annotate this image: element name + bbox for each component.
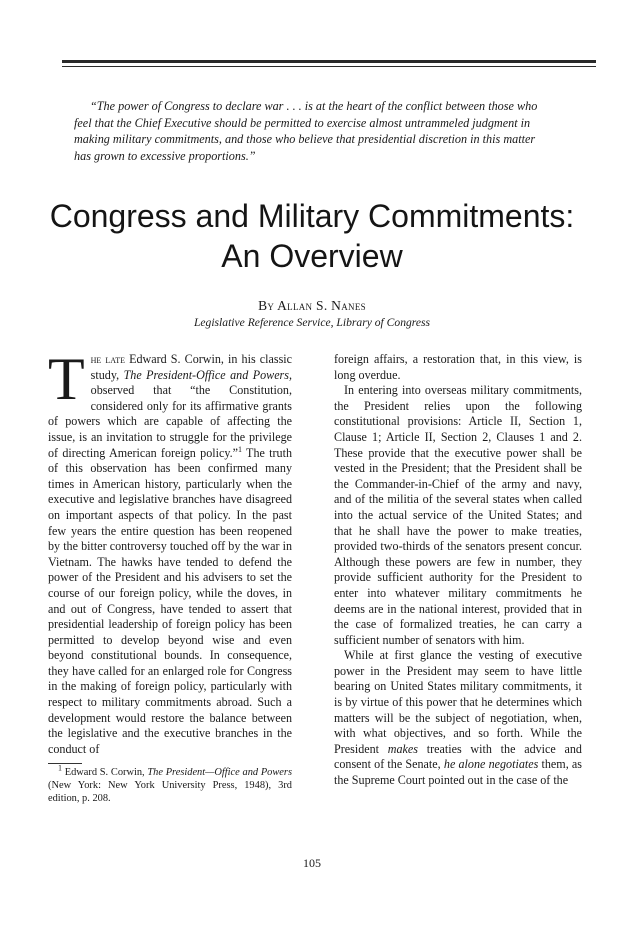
p1-text-a: Edward S. Corwin, in his classic study, bbox=[90, 352, 293, 382]
author-affiliation: Legislative Reference Service, Library of Congress bbox=[193, 316, 431, 329]
title-line-1: Congress and Military Commitments: bbox=[49, 198, 575, 234]
p3-text-c: them, as the Supreme Court pointed out in the case of the bbox=[334, 757, 583, 788]
right-column bbox=[334, 352, 582, 789]
book-title: The President-Office and Powers, bbox=[123, 367, 292, 382]
p1-text-b: observed that “the Constitution, considered only for its affirmative grants of powers which are capable of affecting the issue, is an invitation to struggle for the privilege of directing American foreign policy.” bbox=[48, 383, 292, 460]
author-byline: By Allan S. Nanes bbox=[258, 298, 366, 313]
page-number: 105 bbox=[303, 856, 321, 870]
footnote-rest: (New York: New York University Press, 1948), 3rd edition, p. 208. bbox=[48, 780, 292, 804]
article-title bbox=[0, 196, 624, 276]
footnote-number: 1 bbox=[58, 763, 62, 773]
paragraph-3 bbox=[334, 648, 582, 788]
header-rule-thick bbox=[62, 60, 596, 63]
footnote-ref: 1 bbox=[237, 444, 242, 454]
p3-emph-alone: he alone negotiates bbox=[443, 757, 539, 772]
left-column bbox=[48, 346, 293, 805]
p3-emph-makes: makes bbox=[387, 741, 418, 756]
paragraph-1-continued: foreign affairs, a restoration that, in this view, is long overdue. bbox=[334, 352, 582, 382]
paragraph-1 bbox=[48, 346, 293, 757]
footnote bbox=[48, 763, 292, 805]
header-rule-thin bbox=[62, 66, 596, 67]
p1-text-c: The truth of this observation has been confirmed many times in American history, particularly when the executive and legislative branches have disagreed on important aspects of that policy. In the past few years the entire question has been reopened by the bitter controversy touched off by the war in Vietnam. The hawks have tended to defend the power of the President and his advisers to set the course of our foreign policy, while the doves, in and out of Congress, have tended to assert that presidential leadership of foreign policy has been permitted to develop beyond wise and even beyond constitutional bounds. In consequence, they have called for an enlarged role for Congress in the making of foreign policy, particularly with respect to military commitments abroad. Such a development would restore the balance between the legislative and the executive branches in the conduct of bbox=[48, 445, 292, 756]
footnote-book: The President—Office and Powers bbox=[147, 767, 292, 779]
drop-cap: T bbox=[48, 346, 85, 412]
footnote-rule bbox=[48, 763, 82, 764]
p3-text-a: While at first glance the vesting of executive power in the President may seem to have little bearing on United States military commitments, it is by virtue of this power that he determines which matters will be the subject of negotiation, when, with what objectives, and so forth. While the President bbox=[334, 648, 582, 756]
epigraph-quote: “The power of Congress to declare war . . . is at the heart of the conflict between those who feel that the Chief Executive should be permitted to exercise almost untrammeled judgment in making military commitments, and those who believe that presidential discretion in this matter has grown to excessive proportions.” bbox=[74, 99, 538, 163]
lead-small-caps: he late bbox=[90, 352, 125, 366]
paragraph-2: In entering into overseas military commitments, the President relies upon the following constitutional provisions: Article II, Section 1, Clause 1; Article II, Section 2, Clauses 1 and 2. These provide that the executive power shall be vested in the President; that the President shall be the Commander-in-Chief of the army and navy, and of the militia of the several states when called into the actual service of the United States; and that he shall have the power to make treaties, provided two-thirds of the senators present concur. Although these powers are few in number, they provide sufficient authority for the President to enter into whatever military commitments he deems are in the national interest, provided that in the case of formalized treaties, he can carry a sufficient number of senators with him. bbox=[334, 383, 582, 647]
footnote-author: Edward S. Corwin, bbox=[62, 767, 148, 779]
p3-text-b: treaties with the advice and consent of the Senate, bbox=[334, 741, 582, 772]
title-line-2: An Overview bbox=[221, 238, 403, 274]
